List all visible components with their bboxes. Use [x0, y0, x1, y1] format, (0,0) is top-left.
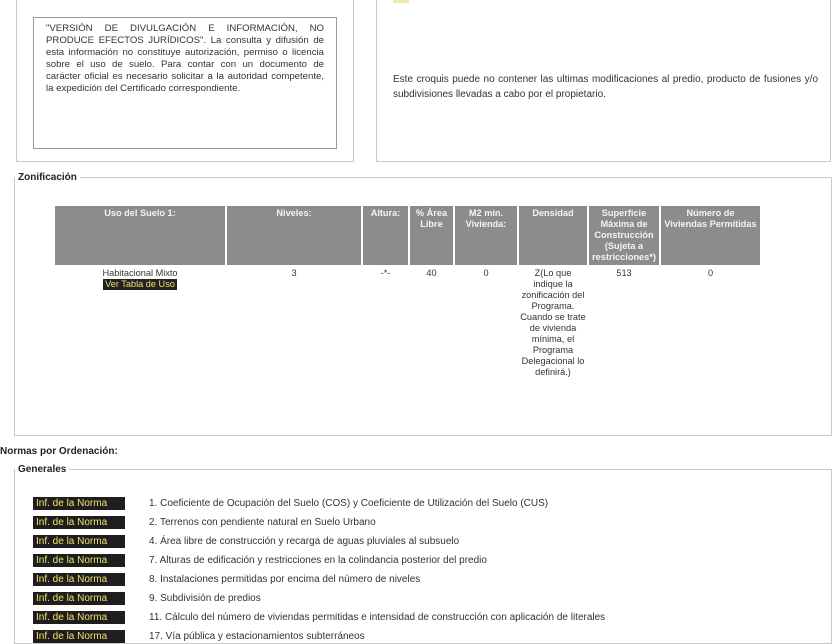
cell-area-libre: 40	[426, 268, 437, 278]
inf-norma-button[interactable]: Inf. de la Norma	[33, 630, 125, 643]
norma-label: 1. Coeficiente de Ocupación del Suelo (COS) y Coeficiente de Utilización del Suelo (CUS)	[149, 497, 549, 509]
cell-altura: -*-	[380, 268, 391, 278]
zonificacion-legend: Zonificación	[18, 172, 77, 183]
inf-norma-button[interactable]: Inf. de la Norma	[33, 516, 125, 529]
col-viviendas: Número de Viviendas Permitidas	[661, 206, 760, 265]
inf-norma-button[interactable]: Inf. de la Norma	[33, 592, 125, 605]
list-item	[33, 610, 605, 624]
list-item	[33, 629, 365, 643]
cell-niveles: 3	[291, 268, 297, 278]
norma-label: 2. Terrenos con pendiente natural en Suelo Urbano	[149, 516, 376, 528]
inf-norma-button[interactable]: Inf. de la Norma	[33, 611, 125, 624]
normas-title: Normas por Ordenación:	[0, 446, 118, 457]
croquis-highlight	[393, 0, 409, 3]
col-densidad: Densidad	[519, 206, 587, 265]
cell-densidad: Z(Lo que indique la zonificación del Programa. Cuando se trate de vivienda mínima, el Programa Delegacional lo definirá.)	[520, 268, 586, 377]
list-item	[33, 591, 261, 605]
norma-label: 8. Instalaciones permitidas por encima del número de niveles	[149, 573, 421, 585]
norma-label: 4. Área libre de construcción y recarga de aguas pluviales al subsuelo	[149, 535, 460, 547]
col-m2-min: M2 min. Vivienda:	[455, 206, 517, 265]
col-superficie: Superficie Máxima de Construcción (Sujeta a restricciones*)	[589, 206, 659, 265]
norma-label: 7. Alturas de edificación y restricciones en la colindancia posterior del predio	[149, 554, 487, 566]
uso-value: Habitacional Mixto	[102, 268, 178, 278]
inf-norma-button[interactable]: Inf. de la Norma	[33, 554, 125, 567]
cell-viviendas: 0	[707, 268, 714, 278]
inf-norma-button[interactable]: Inf. de la Norma	[33, 573, 125, 586]
croquis-panel	[376, 0, 831, 162]
inf-norma-button[interactable]: Inf. de la Norma	[33, 497, 125, 510]
list-item	[33, 534, 459, 548]
cell-superficie: 513	[616, 268, 632, 278]
ver-tabla-link[interactable]: Ver Tabla de Uso	[105, 279, 175, 289]
col-area-libre: % Área Libre	[410, 206, 453, 265]
norma-label: 17. Vía pública y estacionamientos subterráneos	[149, 630, 365, 642]
cell-m2-min: 0	[483, 268, 489, 278]
table-header-row	[55, 206, 760, 265]
inf-norma-button[interactable]: Inf. de la Norma	[33, 535, 125, 548]
table-row	[55, 267, 760, 379]
croquis-note: Este croquis puede no contener las ultimas modificaciones al predio, producto de fusiones y/o subdivisiones llevadas a cabo por el propietario.	[393, 74, 818, 100]
norma-label: 9. Subdivisión de predios	[149, 592, 261, 604]
zonificacion-section	[14, 172, 832, 436]
disclaimer-panel	[16, 0, 354, 162]
list-item	[33, 496, 548, 510]
generales-legend: Generales	[18, 464, 67, 475]
cell-uso	[55, 267, 225, 379]
col-uso-suelo: Uso del Suelo 1:	[55, 206, 225, 265]
list-item	[33, 553, 487, 567]
list-item	[33, 515, 376, 529]
list-item	[33, 572, 420, 586]
col-niveles: Niveles:	[227, 206, 361, 265]
col-altura: Altura:	[363, 206, 408, 265]
zonificacion-table	[53, 204, 762, 381]
norma-label: 11. Cálculo del número de viviendas permitidas e intensidad de construcción con aplicación de literales	[149, 611, 606, 623]
generales-section	[14, 464, 832, 644]
disclaimer-box: "VERSIÓN DE DIVULGACIÓN E INFORMACIÓN, NO PRODUCE EFECTOS JURÍDICOS". La consulta y difusión de esta información no constituye autorización, permiso o licencia sobre el uso de suelo. Para contar con un documento de carácter oficial es necesario solicitar a la autoridad competente, la expedición del Certificado correspondiente.	[33, 17, 337, 149]
